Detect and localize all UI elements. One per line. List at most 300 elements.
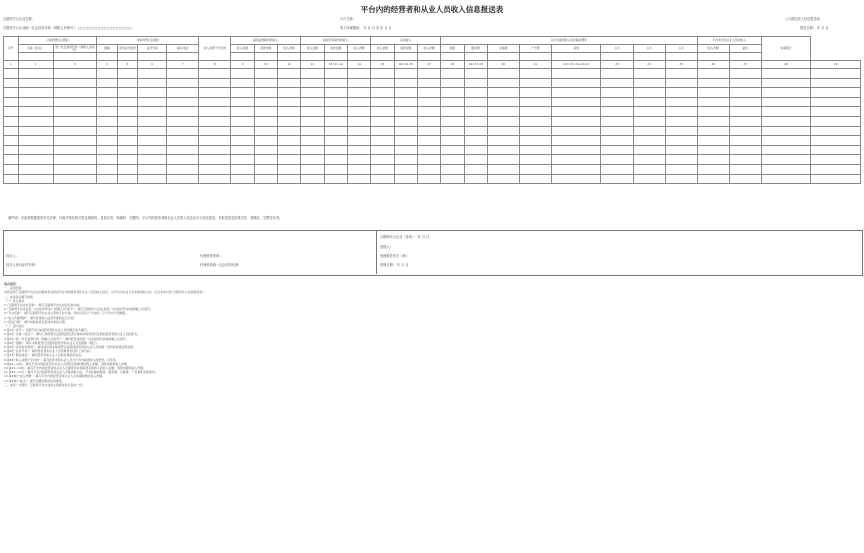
table-cell[interactable] [697, 164, 729, 174]
table-cell[interactable] [394, 174, 417, 184]
no-income-checkbox-label[interactable]: □当期无收入信息报送表 [785, 17, 820, 21]
table-cell[interactable] [347, 107, 370, 117]
table-cell[interactable] [665, 155, 697, 165]
table-cell[interactable] [277, 155, 300, 165]
table-cell[interactable] [167, 97, 199, 107]
table-cell[interactable] [633, 164, 665, 174]
table-cell[interactable] [633, 107, 665, 117]
table-cell[interactable] [371, 88, 394, 98]
table-cell[interactable] [394, 145, 417, 155]
table-cell[interactable] [117, 97, 137, 107]
table-cell[interactable] [761, 97, 811, 107]
table-cell[interactable] [53, 107, 97, 117]
table-cell[interactable] [4, 88, 19, 98]
table-cell[interactable] [301, 69, 324, 79]
table-cell[interactable] [697, 97, 729, 107]
table-cell[interactable] [277, 78, 300, 88]
table-cell[interactable] [138, 107, 167, 117]
table-cell[interactable] [441, 174, 464, 184]
table-cell[interactable] [519, 155, 551, 165]
table-cell[interactable] [254, 107, 277, 117]
table-cell[interactable] [18, 97, 53, 107]
table-cell[interactable] [519, 107, 551, 117]
table-cell[interactable] [231, 164, 254, 174]
table-cell[interactable] [324, 126, 347, 136]
table-cell[interactable] [729, 164, 761, 174]
table-cell[interactable] [633, 116, 665, 126]
table-cell[interactable] [601, 136, 633, 146]
table-cell[interactable] [394, 136, 417, 146]
table-cell[interactable] [371, 107, 394, 117]
table-cell[interactable] [811, 174, 861, 184]
table-cell[interactable] [97, 88, 117, 98]
table-cell[interactable] [633, 97, 665, 107]
table-cell[interactable] [729, 97, 761, 107]
table-cell[interactable] [729, 107, 761, 117]
table-cell[interactable] [464, 155, 487, 165]
table-cell[interactable] [394, 126, 417, 136]
table-cell[interactable] [4, 164, 19, 174]
table-cell[interactable] [633, 126, 665, 136]
table-cell[interactable] [811, 78, 861, 88]
table-cell[interactable] [551, 164, 601, 174]
table-cell[interactable] [729, 174, 761, 184]
table-cell[interactable] [231, 116, 254, 126]
table-cell[interactable] [254, 69, 277, 79]
table-cell[interactable] [464, 97, 487, 107]
table-cell[interactable] [811, 116, 861, 126]
table-cell[interactable] [301, 97, 324, 107]
table-cell[interactable] [231, 174, 254, 184]
table-cell[interactable] [347, 126, 370, 136]
table-cell[interactable] [464, 136, 487, 146]
table-cell[interactable] [167, 136, 199, 146]
table-cell[interactable] [441, 97, 464, 107]
table-cell[interactable] [441, 136, 464, 146]
table-cell[interactable] [519, 88, 551, 98]
table-cell[interactable] [53, 69, 97, 79]
table-cell[interactable] [487, 136, 519, 146]
table-cell[interactable] [665, 69, 697, 79]
table-cell[interactable] [464, 164, 487, 174]
table-cell[interactable] [551, 78, 601, 88]
table-cell[interactable] [371, 126, 394, 136]
table-cell[interactable] [697, 107, 729, 117]
table-cell[interactable] [277, 126, 300, 136]
table-cell[interactable] [117, 164, 137, 174]
table-cell[interactable] [117, 136, 137, 146]
table-cell[interactable] [697, 116, 729, 126]
table-cell[interactable] [551, 116, 601, 126]
table-cell[interactable] [417, 88, 440, 98]
table-cell[interactable] [18, 174, 53, 184]
table-cell[interactable] [697, 174, 729, 184]
table-cell[interactable] [18, 126, 53, 136]
table-cell[interactable] [417, 116, 440, 126]
table-cell[interactable] [324, 145, 347, 155]
table-cell[interactable] [464, 145, 487, 155]
table-cell[interactable] [97, 126, 117, 136]
table-cell[interactable] [665, 136, 697, 146]
table-cell[interactable] [277, 164, 300, 174]
table-cell[interactable] [301, 174, 324, 184]
table-cell[interactable] [18, 88, 53, 98]
table-cell[interactable] [138, 126, 167, 136]
table-cell[interactable] [167, 69, 199, 79]
table-cell[interactable] [277, 107, 300, 117]
table-cell[interactable] [551, 145, 601, 155]
table-cell[interactable] [811, 97, 861, 107]
table-cell[interactable] [347, 174, 370, 184]
table-cell[interactable] [53, 174, 97, 184]
table-cell[interactable] [4, 107, 19, 117]
table-cell[interactable] [324, 107, 347, 117]
table-cell[interactable] [811, 107, 861, 117]
table-cell[interactable] [371, 174, 394, 184]
table-cell[interactable] [199, 136, 231, 146]
table-cell[interactable] [167, 88, 199, 98]
table-cell[interactable] [231, 155, 254, 165]
table-cell[interactable] [301, 107, 324, 117]
table-cell[interactable] [551, 155, 601, 165]
table-cell[interactable] [729, 145, 761, 155]
table-cell[interactable] [117, 155, 137, 165]
table-cell[interactable] [18, 107, 53, 117]
table-cell[interactable] [371, 116, 394, 126]
table-cell[interactable] [53, 164, 97, 174]
table-cell[interactable] [601, 145, 633, 155]
table-cell[interactable] [254, 155, 277, 165]
table-cell[interactable] [601, 126, 633, 136]
table-cell[interactable] [199, 107, 231, 117]
table-cell[interactable] [487, 97, 519, 107]
table-cell[interactable] [18, 69, 53, 79]
table-cell[interactable] [117, 107, 137, 117]
table-cell[interactable] [18, 136, 53, 146]
table-cell[interactable] [138, 155, 167, 165]
table-cell[interactable] [97, 145, 117, 155]
table-cell[interactable] [761, 126, 811, 136]
table-cell[interactable] [487, 145, 519, 155]
table-cell[interactable] [199, 78, 231, 88]
table-cell[interactable] [231, 136, 254, 146]
table-cell[interactable] [199, 174, 231, 184]
table-cell[interactable] [4, 69, 19, 79]
table-cell[interactable] [551, 97, 601, 107]
table-cell[interactable] [633, 78, 665, 88]
table-cell[interactable] [441, 107, 464, 117]
table-cell[interactable] [417, 155, 440, 165]
table-cell[interactable] [519, 174, 551, 184]
table-cell[interactable] [665, 164, 697, 174]
table-cell[interactable] [167, 78, 199, 88]
table-cell[interactable] [254, 116, 277, 126]
table-cell[interactable] [441, 155, 464, 165]
table-cell[interactable] [347, 97, 370, 107]
table-cell[interactable] [729, 69, 761, 79]
table-cell[interactable] [601, 97, 633, 107]
table-cell[interactable] [371, 97, 394, 107]
table-cell[interactable] [394, 97, 417, 107]
table-cell[interactable] [729, 126, 761, 136]
table-cell[interactable] [551, 174, 601, 184]
table-cell[interactable] [394, 88, 417, 98]
table-cell[interactable] [4, 116, 19, 126]
table-cell[interactable] [97, 136, 117, 146]
table-cell[interactable] [441, 145, 464, 155]
table-cell[interactable] [117, 145, 137, 155]
table-cell[interactable] [53, 88, 97, 98]
table-cell[interactable] [347, 155, 370, 165]
table-cell[interactable] [665, 97, 697, 107]
table-cell[interactable] [254, 78, 277, 88]
table-cell[interactable] [601, 116, 633, 126]
table-cell[interactable] [487, 107, 519, 117]
table-cell[interactable] [324, 88, 347, 98]
table-cell[interactable] [487, 116, 519, 126]
table-cell[interactable] [138, 69, 167, 79]
table-cell[interactable] [97, 164, 117, 174]
table-cell[interactable] [665, 116, 697, 126]
table-cell[interactable] [811, 155, 861, 165]
table-cell[interactable] [519, 126, 551, 136]
table-cell[interactable] [464, 88, 487, 98]
table-cell[interactable] [417, 69, 440, 79]
table-cell[interactable] [464, 78, 487, 88]
table-cell[interactable] [761, 136, 811, 146]
table-cell[interactable] [417, 145, 440, 155]
table-cell[interactable] [324, 78, 347, 88]
table-cell[interactable] [324, 174, 347, 184]
table-cell[interactable] [601, 69, 633, 79]
table-cell[interactable] [4, 174, 19, 184]
table-cell[interactable] [4, 97, 19, 107]
table-cell[interactable] [665, 145, 697, 155]
table-cell[interactable] [633, 155, 665, 165]
table-cell[interactable] [519, 78, 551, 88]
table-cell[interactable] [199, 97, 231, 107]
table-cell[interactable] [697, 69, 729, 79]
table-cell[interactable] [53, 145, 97, 155]
table-cell[interactable] [417, 78, 440, 88]
table-cell[interactable] [18, 164, 53, 174]
table-cell[interactable] [138, 88, 167, 98]
table-cell[interactable] [18, 78, 53, 88]
table-cell[interactable] [199, 116, 231, 126]
table-cell[interactable] [464, 174, 487, 184]
table-cell[interactable] [138, 145, 167, 155]
table-cell[interactable] [761, 155, 811, 165]
table-cell[interactable] [254, 174, 277, 184]
table-cell[interactable] [761, 107, 811, 117]
table-cell[interactable] [167, 107, 199, 117]
table-cell[interactable] [633, 88, 665, 98]
table-cell[interactable] [97, 174, 117, 184]
table-cell[interactable] [277, 116, 300, 126]
table-cell[interactable] [371, 145, 394, 155]
table-cell[interactable] [697, 78, 729, 88]
table-cell[interactable] [277, 174, 300, 184]
table-cell[interactable] [697, 88, 729, 98]
table-cell[interactable] [324, 69, 347, 79]
table-cell[interactable] [199, 126, 231, 136]
table-cell[interactable] [138, 164, 167, 174]
table-cell[interactable] [601, 174, 633, 184]
table-cell[interactable] [117, 69, 137, 79]
table-cell[interactable] [199, 155, 231, 165]
table-cell[interactable] [199, 164, 231, 174]
table-cell[interactable] [254, 126, 277, 136]
table-cell[interactable] [665, 78, 697, 88]
table-cell[interactable] [301, 78, 324, 88]
table-cell[interactable] [53, 78, 97, 88]
table-cell[interactable] [601, 78, 633, 88]
table-cell[interactable] [761, 116, 811, 126]
table-cell[interactable] [519, 164, 551, 174]
table-cell[interactable] [464, 107, 487, 117]
table-cell[interactable] [729, 136, 761, 146]
table-cell[interactable] [254, 97, 277, 107]
table-cell[interactable] [441, 116, 464, 126]
table-cell[interactable] [199, 145, 231, 155]
table-cell[interactable] [277, 145, 300, 155]
table-cell[interactable] [117, 116, 137, 126]
table-cell[interactable] [487, 155, 519, 165]
table-cell[interactable] [347, 116, 370, 126]
table-cell[interactable] [18, 145, 53, 155]
table-cell[interactable] [301, 155, 324, 165]
table-cell[interactable] [277, 69, 300, 79]
table-cell[interactable] [729, 78, 761, 88]
table-cell[interactable] [324, 164, 347, 174]
table-cell[interactable] [697, 155, 729, 165]
table-cell[interactable] [97, 97, 117, 107]
table-cell[interactable] [665, 126, 697, 136]
table-cell[interactable] [277, 88, 300, 98]
table-cell[interactable] [601, 107, 633, 117]
table-cell[interactable] [811, 88, 861, 98]
table-cell[interactable] [633, 69, 665, 79]
table-cell[interactable] [697, 136, 729, 146]
table-cell[interactable] [811, 126, 861, 136]
table-cell[interactable] [167, 116, 199, 126]
table-cell[interactable] [487, 88, 519, 98]
table-cell[interactable] [487, 69, 519, 79]
table-cell[interactable] [301, 126, 324, 136]
table-cell[interactable] [347, 88, 370, 98]
table-cell[interactable] [729, 116, 761, 126]
table-cell[interactable] [301, 145, 324, 155]
table-cell[interactable] [697, 126, 729, 136]
table-cell[interactable] [371, 78, 394, 88]
table-cell[interactable] [761, 78, 811, 88]
table-cell[interactable] [18, 155, 53, 165]
table-cell[interactable] [417, 174, 440, 184]
table-cell[interactable] [394, 69, 417, 79]
table-cell[interactable] [697, 145, 729, 155]
table-cell[interactable] [551, 126, 601, 136]
table-cell[interactable] [761, 88, 811, 98]
table-cell[interactable] [464, 69, 487, 79]
table-cell[interactable] [347, 78, 370, 88]
table-cell[interactable] [199, 69, 231, 79]
table-cell[interactable] [18, 116, 53, 126]
table-cell[interactable] [417, 126, 440, 136]
table-cell[interactable] [167, 174, 199, 184]
table-cell[interactable] [729, 88, 761, 98]
table-cell[interactable] [487, 164, 519, 174]
table-cell[interactable] [665, 88, 697, 98]
table-cell[interactable] [761, 174, 811, 184]
table-cell[interactable] [519, 69, 551, 79]
table-cell[interactable] [4, 145, 19, 155]
table-cell[interactable] [487, 78, 519, 88]
table-cell[interactable] [347, 136, 370, 146]
table-cell[interactable] [277, 97, 300, 107]
table-cell[interactable] [199, 88, 231, 98]
table-cell[interactable] [441, 164, 464, 174]
table-cell[interactable] [117, 78, 137, 88]
table-cell[interactable] [167, 164, 199, 174]
table-cell[interactable] [441, 88, 464, 98]
table-cell[interactable] [441, 69, 464, 79]
table-cell[interactable] [324, 116, 347, 126]
table-cell[interactable] [138, 116, 167, 126]
table-cell[interactable] [167, 126, 199, 136]
table-cell[interactable] [441, 126, 464, 136]
table-cell[interactable] [138, 78, 167, 88]
table-cell[interactable] [301, 164, 324, 174]
table-cell[interactable] [394, 116, 417, 126]
table-cell[interactable] [53, 136, 97, 146]
table-cell[interactable] [324, 155, 347, 165]
table-cell[interactable] [97, 107, 117, 117]
table-cell[interactable] [97, 78, 117, 88]
table-cell[interactable] [254, 88, 277, 98]
table-cell[interactable] [117, 174, 137, 184]
table-cell[interactable] [4, 126, 19, 136]
table-cell[interactable] [601, 155, 633, 165]
table-cell[interactable] [301, 88, 324, 98]
table-cell[interactable] [729, 155, 761, 165]
table-cell[interactable] [417, 164, 440, 174]
table-cell[interactable] [138, 136, 167, 146]
table-cell[interactable] [231, 88, 254, 98]
table-cell[interactable] [551, 107, 601, 117]
table-cell[interactable] [4, 155, 19, 165]
table-cell[interactable] [254, 164, 277, 174]
table-cell[interactable] [761, 164, 811, 174]
table-cell[interactable] [394, 78, 417, 88]
table-cell[interactable] [551, 88, 601, 98]
table-cell[interactable] [231, 69, 254, 79]
table-cell[interactable] [417, 136, 440, 146]
table-cell[interactable] [53, 126, 97, 136]
table-cell[interactable] [394, 155, 417, 165]
table-cell[interactable] [417, 97, 440, 107]
table-cell[interactable] [811, 164, 861, 174]
table-cell[interactable] [761, 145, 811, 155]
table-cell[interactable] [53, 155, 97, 165]
table-cell[interactable] [97, 69, 117, 79]
table-cell[interactable] [811, 136, 861, 146]
table-cell[interactable] [97, 116, 117, 126]
table-cell[interactable] [371, 164, 394, 174]
table-cell[interactable] [4, 78, 19, 88]
table-cell[interactable] [551, 136, 601, 146]
table-cell[interactable] [324, 97, 347, 107]
table-cell[interactable] [487, 126, 519, 136]
